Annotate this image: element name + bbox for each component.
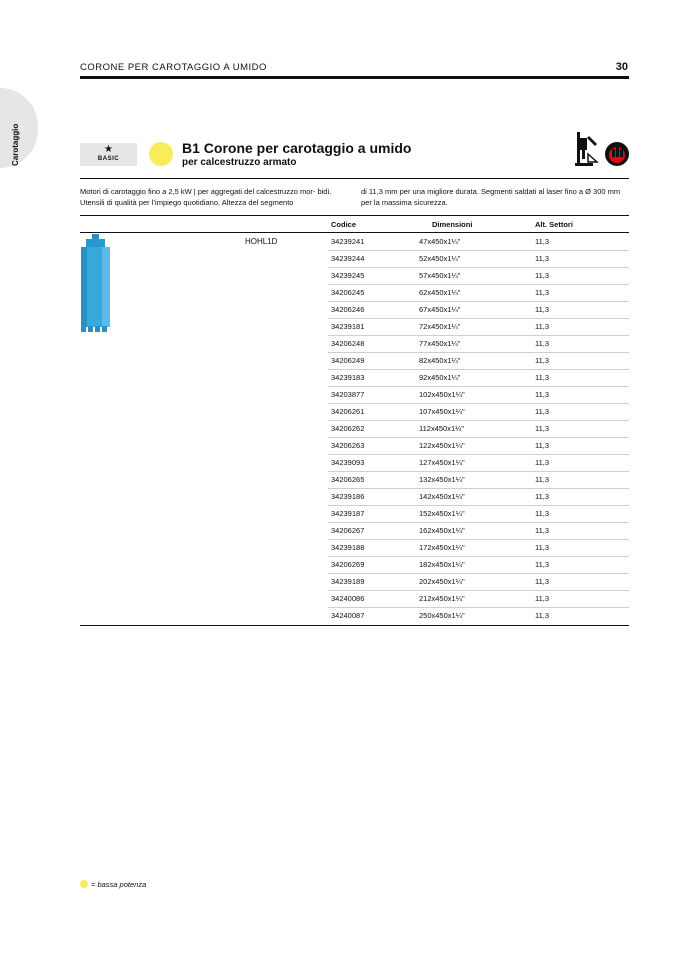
cell-dimensions: 107x450x1¼": [419, 407, 465, 416]
table-row-divider: [328, 471, 629, 472]
table-header-rule: [80, 232, 629, 233]
product-subtitle: per calcestruzzo armato: [182, 157, 297, 168]
table-row-divider: [328, 284, 629, 285]
cell-code: 34206245: [331, 288, 365, 297]
cell-alt-settori: 11,3: [535, 254, 550, 263]
cell-alt-settori: 11,3: [535, 288, 550, 297]
table-row-divider: [328, 420, 629, 421]
table-row-divider: [328, 301, 629, 302]
cell-code: 34206269: [331, 560, 365, 569]
wet-drilling-icon: [605, 142, 629, 166]
table-row-divider: [328, 386, 629, 387]
product-code: HOHL1D: [245, 237, 278, 246]
product-description-left: Motori di carotaggio fino a 2,5 kW | per aggregati del calcestruzzo mor- bidi. Utensili di qualità per l’impiego quotidiano. Altezza del segmento: [80, 187, 332, 207]
cell-dimensions: 77x450x1¼": [419, 339, 461, 348]
cell-dimensions: 182x450x1¼": [419, 560, 465, 569]
table-row-divider: [328, 488, 629, 489]
cell-dimensions: 127x450x1¼": [419, 458, 465, 467]
table-row-divider: [328, 454, 629, 455]
table-row-divider: [328, 403, 629, 404]
cell-code: 34239244: [331, 254, 365, 263]
cell-alt-settori: 11,3: [535, 611, 550, 620]
cell-code: 34240086: [331, 594, 365, 603]
cell-code: 34203877: [331, 390, 365, 399]
cell-alt-settori: 11,3: [535, 424, 550, 433]
table-row-divider: [328, 335, 629, 336]
cell-alt-settori: 11,3: [535, 458, 550, 467]
cell-dimensions: 212x450x1¼": [419, 594, 465, 603]
cell-dimensions: 132x450x1¼": [419, 475, 465, 484]
legend-text: = bassa potenza: [91, 880, 147, 889]
low-power-indicator-icon: [149, 142, 173, 166]
cell-dimensions: 57x450x1¼": [419, 271, 461, 280]
core-bit-image: [80, 234, 111, 332]
cell-alt-settori: 11,3: [535, 526, 550, 535]
cell-dimensions: 82x450x1¼": [419, 356, 461, 365]
header-divider: [80, 76, 629, 79]
cell-alt-settori: 11,3: [535, 543, 550, 552]
low-power-legend-icon: [80, 880, 88, 888]
cell-dimensions: 102x450x1¼": [419, 390, 465, 399]
table-row-divider: [328, 352, 629, 353]
table-row-divider: [328, 573, 629, 574]
cell-dimensions: 152x450x1¼": [419, 509, 465, 518]
cell-dimensions: 122x450x1¼": [419, 441, 465, 450]
product-description-right: di 11,3 mm per una migliore durata. Segmenti saldati al laser fino a Ø 300 mm per la massima sicurezza.: [361, 187, 621, 207]
cell-dimensions: 172x450x1¼": [419, 543, 465, 552]
table-top-rule: [80, 215, 629, 216]
cell-alt-settori: 11,3: [535, 577, 550, 586]
cell-dimensions: 62x450x1¼": [419, 288, 461, 297]
cell-alt-settori: 11,3: [535, 509, 550, 518]
table-row-divider: [328, 522, 629, 523]
table-row-divider: [328, 369, 629, 370]
table-row-divider: [328, 556, 629, 557]
cell-code: 34239245: [331, 271, 365, 280]
cell-dimensions: 112x450x1¼": [419, 424, 465, 433]
cell-code: 34239187: [331, 509, 365, 518]
cell-alt-settori: 11,3: [535, 271, 550, 280]
basic-badge-label: BASIC: [97, 156, 120, 162]
cell-alt-settori: 11,3: [535, 339, 550, 348]
cell-code: 34240087: [331, 611, 365, 620]
table-row-divider: [328, 590, 629, 591]
cell-dimensions: 92x450x1¼": [419, 373, 461, 382]
cell-code: 34206263: [331, 441, 365, 450]
cell-alt-settori: 11,3: [535, 441, 550, 450]
column-header-alt-settori: Alt. Settori: [535, 220, 573, 229]
table-row-divider: [328, 607, 629, 608]
cell-alt-settori: 11,3: [535, 407, 550, 416]
cell-dimensions: 52x450x1¼": [419, 254, 461, 263]
cell-alt-settori: 11,3: [535, 356, 550, 365]
core-drill-stand-icon: [575, 132, 599, 166]
table-row-divider: [328, 505, 629, 506]
cell-dimensions: 67x450x1¼": [419, 305, 461, 314]
table-row-divider: [328, 539, 629, 540]
cell-alt-settori: 11,3: [535, 305, 550, 314]
section-side-tab-label: Carotaggio: [11, 123, 20, 166]
cell-code: 34239181: [331, 322, 365, 331]
table-row-divider: [328, 267, 629, 268]
cell-alt-settori: 11,3: [535, 322, 550, 331]
cell-dimensions: 202x450x1¼": [419, 577, 465, 586]
cell-code: 34239093: [331, 458, 365, 467]
cell-code: 34206265: [331, 475, 365, 484]
cell-alt-settori: 11,3: [535, 475, 550, 484]
cell-alt-settori: 11,3: [535, 390, 550, 399]
cell-code: 34206249: [331, 356, 365, 365]
product-title: B1 Corone per carotaggio a umido: [182, 140, 412, 156]
cell-code: 34239186: [331, 492, 365, 501]
cell-alt-settori: 11,3: [535, 594, 550, 603]
cell-code: 34206248: [331, 339, 365, 348]
table-row-divider: [328, 437, 629, 438]
section-side-tab[interactable]: [0, 88, 38, 168]
cell-dimensions: 142x450x1¼": [419, 492, 465, 501]
table-row-divider: [328, 318, 629, 319]
table-bottom-rule: [80, 625, 629, 626]
page-header-title: CORONE PER CAROTAGGIO A UMIDO: [80, 62, 267, 73]
cell-code: 34206246: [331, 305, 365, 314]
cell-dimensions: 47x450x1¼": [419, 237, 461, 246]
cell-alt-settori: 11,3: [535, 373, 550, 382]
cell-dimensions: 250x450x1¼": [419, 611, 465, 620]
legend: [80, 880, 146, 889]
cell-dimensions: 162x450x1¼": [419, 526, 465, 535]
table-row-divider: [328, 250, 629, 251]
column-header-code: Codice: [331, 220, 357, 229]
star-icon: ★: [104, 144, 113, 155]
cell-dimensions: 72x450x1¼": [419, 322, 461, 331]
cell-code: 34206267: [331, 526, 365, 535]
cell-alt-settori: 11,3: [535, 492, 550, 501]
cell-code: 34239241: [331, 237, 365, 246]
column-header-dimensions: Dimensioni: [432, 220, 473, 229]
basic-badge: [80, 143, 137, 166]
page-number: 30: [615, 61, 628, 73]
cell-alt-settori: 11,3: [535, 237, 550, 246]
title-divider: [80, 178, 629, 179]
cell-code: 34206261: [331, 407, 365, 416]
cell-code: 34239189: [331, 577, 365, 586]
cell-alt-settori: 11,3: [535, 560, 550, 569]
cell-code: 34239188: [331, 543, 365, 552]
cell-code: 34239183: [331, 373, 365, 382]
cell-code: 34206262: [331, 424, 365, 433]
